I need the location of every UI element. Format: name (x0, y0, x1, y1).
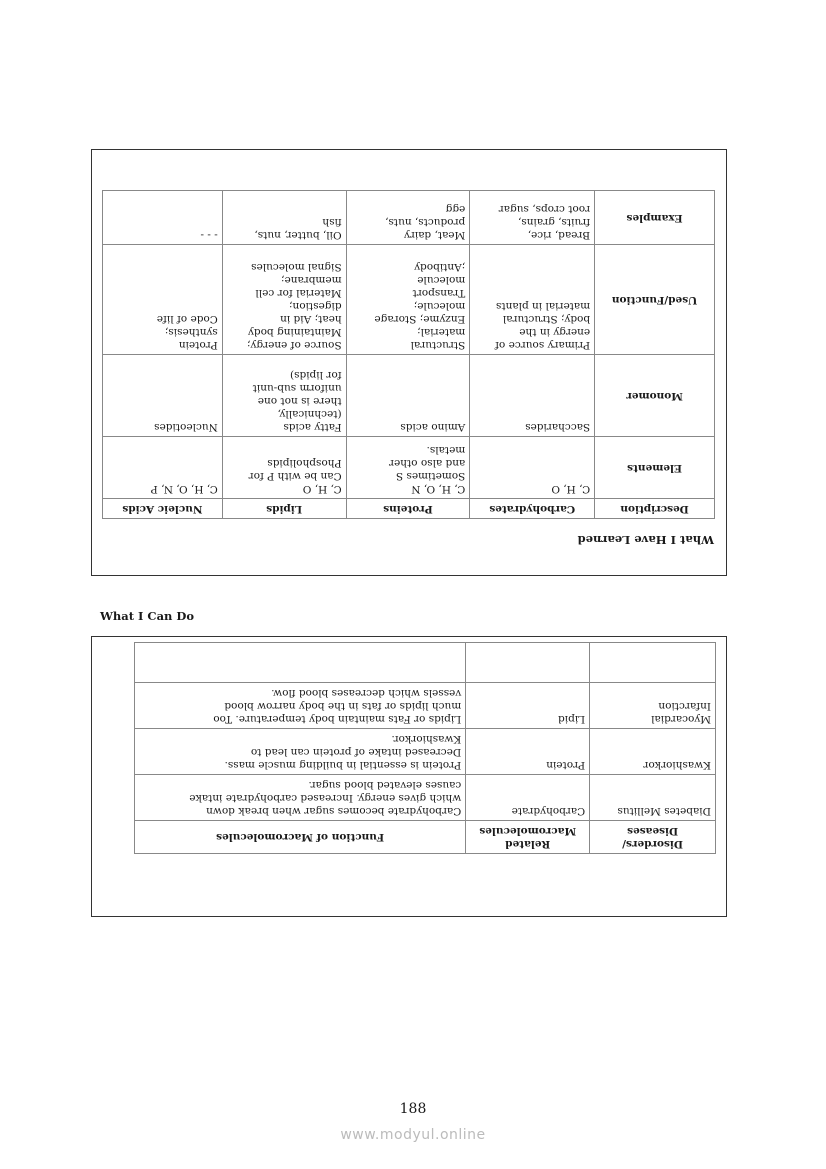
table-header-row (135, 821, 716, 854)
table-row (135, 775, 716, 821)
table-cell: Source of energy; Maintaining body heat; Aid in digestion; Material for cell membrane; Signal molecules (222, 245, 346, 355)
table-row (103, 191, 715, 245)
page-number: 188 (399, 1101, 427, 1117)
header-disorders: Disorders/ Diseases (590, 821, 716, 854)
table-row (103, 437, 715, 499)
can-do-title: What I Can Do (100, 609, 195, 623)
table-cell: C, H, O (470, 437, 595, 499)
can-do-rotated-content (92, 637, 726, 916)
learned-title: What I Have Learned (577, 533, 714, 547)
table-cell: Fatty acids (technically, there is not one uniform sub-unit for lipids) (222, 355, 346, 437)
table-cell: C, H, O, N, P (103, 437, 223, 499)
header-description: Description (595, 499, 715, 519)
row-label-elements: Elements (595, 437, 715, 499)
table-cell: Saccharides (470, 355, 595, 437)
header-function: Function of Macromolecules (135, 821, 466, 854)
row-label-used-function: Used/Function (595, 245, 715, 355)
table-cell (590, 643, 716, 683)
header-proteins: Proteins (346, 499, 470, 519)
header-nucleic-acids: Nucleic Acids (103, 499, 223, 519)
macromolecules-table (102, 190, 715, 519)
table-cell: Kwashiorkor (590, 729, 716, 775)
table-cell: Carbohydrate (466, 775, 590, 821)
what-i-can-do-box (91, 636, 727, 917)
disorders-table (134, 642, 716, 854)
table-row (135, 729, 716, 775)
table-cell (466, 643, 590, 683)
table-cell: Carbohydrate becomes sugar when break down which gives energy. Increased carbohydrate intake causes elevated blood sugar. (135, 775, 466, 821)
table-cell: Lipids or Fats maintain body temperature. Too much lipids or fats in the body narrow blood vessels which decreases blood flow. (135, 683, 466, 729)
row-label-monomer: Monomer (595, 355, 715, 437)
table-row (103, 245, 715, 355)
table-cell: Protein (466, 729, 590, 775)
table-cell: Amino acids (346, 355, 470, 437)
row-label-examples: Examples (595, 191, 715, 245)
table-cell: Meat, dairy products, nuts, egg (346, 191, 470, 245)
table-row (135, 683, 716, 729)
header-lipids: Lipids (222, 499, 346, 519)
table-cell: Diabetes Mellitus (590, 775, 716, 821)
table-cell: Protein synthesis; Code of life (103, 245, 223, 355)
learned-rotated-content (92, 150, 726, 575)
table-cell: C, H, O, N Sometimes S and also other metals. (346, 437, 470, 499)
table-cell: - - - (103, 191, 223, 245)
table-cell: Oil, butter, nuts, fish (222, 191, 346, 245)
table-cell: Nucleotides (103, 355, 223, 437)
header-related-macromolecules: Related Macromolecules (466, 821, 590, 854)
header-carbohydrates: Carbohydrates (470, 499, 595, 519)
table-cell (135, 643, 466, 683)
table-cell: Lipid (466, 683, 590, 729)
table-cell: Protein is essential in building muscle mass. Decreased intake of protein can lead to Kwashiorkor. (135, 729, 466, 775)
table-row (135, 643, 716, 683)
table-cell: Structural material; Enzyme; Storage molecule; Transport molecule ;Antibody (346, 245, 470, 355)
table-cell: Bread, rice, fruits, grains, root crops, sugar (470, 191, 595, 245)
table-cell: Myocardial Infarction (590, 683, 716, 729)
watermark: www.modyul.online (340, 1127, 486, 1143)
table-cell: Primary source of energy in the body; Structural material in plants (470, 245, 595, 355)
table-header-row (103, 499, 715, 519)
table-row (103, 355, 715, 437)
table-cell: C, H, O Can be with P for Phospholipids (222, 437, 346, 499)
what-i-have-learned-box (91, 149, 727, 576)
